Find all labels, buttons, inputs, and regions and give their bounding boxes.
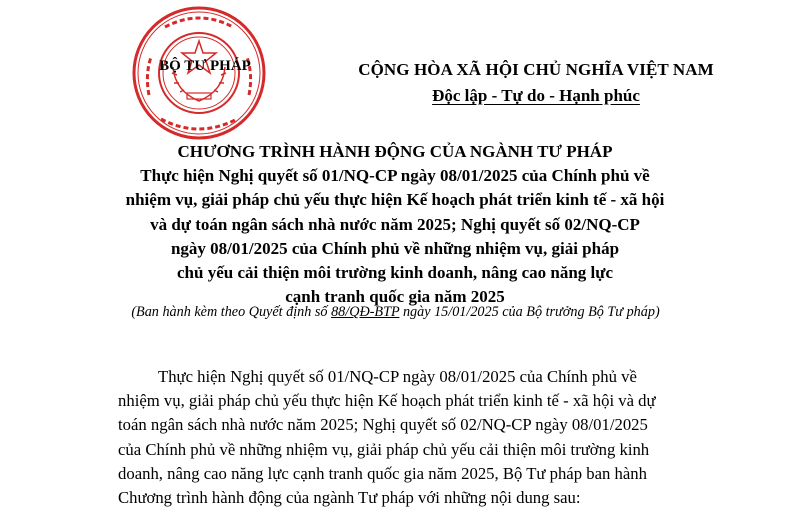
title-line: và dự toán ngân sách nhà nước năm 2025; Nghị quyết số 02/NQ-CP: [150, 214, 640, 234]
paragraph-line: của Chính phủ về những nhiệm vụ, giải pháp chủ yếu cải thiện môi trường kinh: [118, 439, 650, 459]
document-title-block: [95, 140, 695, 309]
national-title: CỘNG HÒA XÃ HỘI CHỦ NGHĨA VIỆT NAM: [358, 60, 714, 79]
paragraph-line: Chương trình hành động của ngành Tư pháp với những nội dung sau:: [118, 488, 581, 508]
motto-text: Độc lập - Tự do - Hạnh phúc: [432, 86, 640, 105]
issuance-suffix: ngày 15/01/2025 của Bộ trưởng Bộ Tư pháp): [399, 304, 660, 320]
title-line: ngày 08/01/2025 của Chính phủ về những nhiệm vụ, giải pháp: [170, 238, 620, 258]
title-line: cạnh tranh quốc gia năm 2025: [285, 287, 505, 307]
intro-paragraph: [118, 365, 718, 510]
title-line: Thực hiện Nghị quyết số 01/NQ-CP ngày 08/01/2025 của Chính phủ về: [140, 166, 650, 186]
document-title: CHƯƠNG TRÌNH HÀNH ĐỘNG CỦA NGÀNH TƯ PHÁP: [177, 142, 613, 161]
paragraph-line: Thực hiện Nghị quyết số 01/NQ-CP ngày 08/01/2025 của Chính phủ về: [158, 367, 637, 386]
issuing-agency-name: BỘ TƯ PHÁP: [159, 58, 251, 74]
paragraph-line: toán ngân sách nhà nước năm 2025; Nghị quyết số 02/NQ-CP ngày 08/01/2025: [118, 415, 648, 435]
issuance-note: [40, 304, 751, 321]
title-line: chủ yếu cải thiện môi trường kinh doanh, nâng cao năng lực: [176, 263, 613, 283]
issuance-prefix: (Ban hành kèm theo Quyết định số: [131, 304, 332, 320]
national-motto: [321, 86, 751, 106]
decision-number: 88/QĐ-BTP: [331, 304, 400, 320]
title-line: nhiệm vụ, giải pháp chủ yếu thực hiện Kế hoạch phát triển kinh tế - xã hội: [125, 190, 665, 210]
paragraph-line: doanh, nâng cao năng lực cạnh tranh quốc gia năm 2025, Bộ Tư pháp ban hành: [118, 463, 647, 483]
paragraph-line: nhiệm vụ, giải pháp chủ yếu thực hiện Kế hoạch phát triển kinh tế - xã hội và dự: [118, 391, 656, 411]
